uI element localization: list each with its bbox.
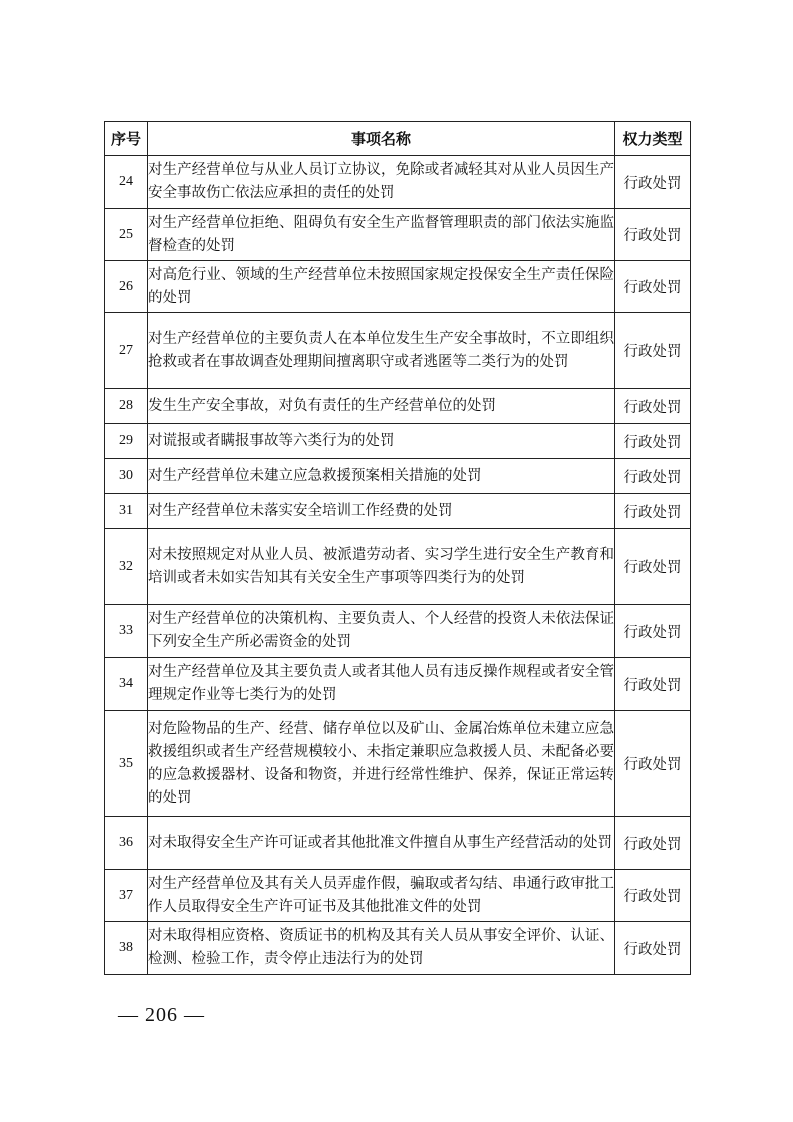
row-seq: 32	[105, 529, 148, 605]
row-name: 对生产经营单位与从业人员订立协议，免除或者减轻其对从业人员因生产安全事故伤亡依法应承担的责任的处罚	[148, 156, 615, 209]
row-seq: 28	[105, 389, 148, 424]
row-seq: 27	[105, 313, 148, 389]
row-seq: 34	[105, 658, 148, 711]
table-row	[105, 313, 691, 389]
row-name: 发生生产安全事故，对负有责任的生产经营单位的处罚	[148, 389, 615, 424]
table-row	[105, 870, 691, 922]
row-name: 对未按照规定对从业人员、被派遣劳动者、实习学生进行安全生产教育和培训或者未如实告知其有关安全生产事项等四类行为的处罚	[148, 529, 615, 605]
row-type: 行政处罚	[615, 658, 691, 711]
row-name: 对未取得安全生产许可证或者其他批准文件擅自从事生产经营活动的处罚	[148, 817, 615, 870]
row-name: 对危险物品的生产、经营、储存单位以及矿山、金属冶炼单位未建立应急救援组织或者生产经营规模较小、未指定兼职应急救援人员、未配备必要的应急救援器材、设备和物资，并进行经常性维护、保养，保证正常运转的处罚	[148, 711, 615, 817]
row-seq: 30	[105, 459, 148, 494]
row-seq: 29	[105, 424, 148, 459]
table-row	[105, 817, 691, 870]
row-type: 行政处罚	[615, 817, 691, 870]
row-name: 对生产经营单位及其有关人员弄虚作假，骗取或者勾结、串通行政审批工作人员取得安全生产许可证书及其他批准文件的处罚	[148, 870, 615, 922]
table-row	[105, 209, 691, 261]
row-type: 行政处罚	[615, 156, 691, 209]
table-row	[105, 156, 691, 209]
table-row	[105, 711, 691, 817]
row-name: 对生产经营单位的主要负责人在本单位发生生产安全事故时，不立即组织抢救或者在事故调查处理期间擅离职守或者逃匿等二类行为的处罚	[148, 313, 615, 389]
row-seq: 26	[105, 261, 148, 313]
table-row	[105, 922, 691, 975]
table-row	[105, 459, 691, 494]
row-name: 对谎报或者瞒报事故等六类行为的处罚	[148, 424, 615, 459]
header-row	[105, 122, 691, 156]
header-name: 事项名称	[148, 122, 615, 156]
table-row	[105, 658, 691, 711]
row-name: 对生产经营单位及其主要负责人或者其他人员有违反操作规程或者安全管理规定作业等七类行为的处罚	[148, 658, 615, 711]
table-row	[105, 389, 691, 424]
table-row	[105, 424, 691, 459]
row-name: 对生产经营单位未建立应急救援预案相关措施的处罚	[148, 459, 615, 494]
row-type: 行政处罚	[615, 494, 691, 529]
row-type: 行政处罚	[615, 313, 691, 389]
table-row	[105, 494, 691, 529]
row-type: 行政处罚	[615, 261, 691, 313]
row-type: 行政处罚	[615, 459, 691, 494]
row-name: 对高危行业、领域的生产经营单位未按照国家规定投保安全生产责任保险的处罚	[148, 261, 615, 313]
row-type: 行政处罚	[615, 922, 691, 975]
table-row	[105, 605, 691, 658]
row-seq: 24	[105, 156, 148, 209]
row-seq: 35	[105, 711, 148, 817]
row-seq: 36	[105, 817, 148, 870]
header-type: 权力类型	[615, 122, 691, 156]
row-name: 对生产经营单位的决策机构、主要负责人、个人经营的投资人未依法保证下列安全生产所必需资金的处罚	[148, 605, 615, 658]
row-type: 行政处罚	[615, 711, 691, 817]
row-seq: 38	[105, 922, 148, 975]
row-seq: 33	[105, 605, 148, 658]
row-type: 行政处罚	[615, 529, 691, 605]
row-type: 行政处罚	[615, 424, 691, 459]
row-type: 行政处罚	[615, 389, 691, 424]
row-seq: 37	[105, 870, 148, 922]
row-name: 对生产经营单位拒绝、阻碍负有安全生产监督管理职责的部门依法实施监督检查的处罚	[148, 209, 615, 261]
row-type: 行政处罚	[615, 605, 691, 658]
row-name: 对生产经营单位未落实安全培训工作经费的处罚	[148, 494, 615, 529]
table-row	[105, 261, 691, 313]
row-seq: 25	[105, 209, 148, 261]
row-name: 对未取得相应资格、资质证书的机构及其有关人员从事安全评价、认证、检测、检验工作，责令停止违法行为的处罚	[148, 922, 615, 975]
row-type: 行政处罚	[615, 870, 691, 922]
row-type: 行政处罚	[615, 209, 691, 261]
row-seq: 31	[105, 494, 148, 529]
page-number: — 206 —	[118, 1004, 205, 1026]
table-row	[105, 529, 691, 605]
items-table	[104, 121, 691, 975]
header-seq: 序号	[105, 122, 148, 156]
